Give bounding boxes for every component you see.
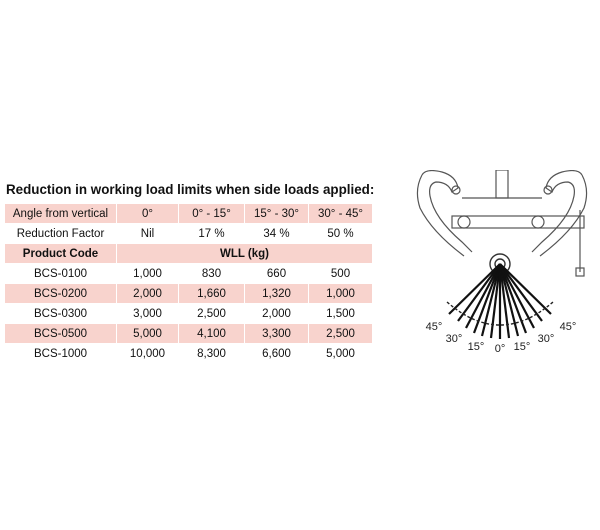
angle-value: 0° - 15° [179,204,245,224]
product-code: BCS-0100 [5,264,117,284]
angle-label-left-30: 30° [445,333,463,345]
product-code: BCS-0200 [5,284,117,304]
working-load-limit-table [4,203,373,364]
reduction-value: 17 % [179,224,245,244]
wll-value: 4,100 [179,324,245,344]
angle-label: Angle from vertical [5,204,117,224]
reduction-row [5,224,373,244]
wll-value: 6,600 [245,344,309,364]
screw-bolt-icons [452,186,552,228]
wll-value: 3,300 [245,324,309,344]
wll-header: WLL (kg) [117,244,373,264]
beam-clamp-side-load-diagram [412,170,592,360]
wll-value: 10,000 [117,344,179,364]
angle-label-right-30: 30° [537,333,555,345]
wll-value: 830 [179,264,245,284]
wll-value: 8,300 [179,344,245,364]
reduction-value: Nil [117,224,179,244]
wll-value: 1,320 [245,284,309,304]
wll-value: 660 [245,264,309,284]
table-heading: Reduction in working load limits when side loads applied: [6,182,375,197]
angle-label-left-15: 15° [467,341,485,353]
wll-value: 1,000 [309,284,373,304]
angle-label-left-45: 45° [425,321,443,333]
product-code: BCS-0500 [5,324,117,344]
angle-value: 30° - 45° [309,204,373,224]
reduction-value: 34 % [245,224,309,244]
product-code: BCS-1000 [5,344,117,364]
wll-value: 5,000 [117,324,179,344]
wll-value: 1,500 [309,304,373,324]
wll-value: 1,000 [117,264,179,284]
table-row [5,304,373,324]
wll-value: 1,660 [179,284,245,304]
angle-value: 15° - 30° [245,204,309,224]
wll-value: 5,000 [309,344,373,364]
table-row [5,324,373,344]
header-row [5,244,373,264]
table-row [5,264,373,284]
table-row [5,284,373,304]
wll-value: 2,000 [245,304,309,324]
angle-label-zero: 0° [494,343,506,355]
wll-value: 3,000 [117,304,179,324]
angle-value: 0° [117,204,179,224]
product-code: BCS-0300 [5,304,117,324]
load-lines [449,264,551,339]
angle-label-right-45: 45° [559,321,577,333]
wll-value: 2,500 [309,324,373,344]
table-row [5,344,373,364]
product-code-header: Product Code [5,244,117,264]
wll-value: 500 [309,264,373,284]
wll-value: 2,000 [117,284,179,304]
reduction-value: 50 % [309,224,373,244]
reduction-label: Reduction Factor [5,224,117,244]
angle-row [5,204,373,224]
wll-value: 2,500 [179,304,245,324]
angle-label-right-15: 15° [513,341,531,353]
